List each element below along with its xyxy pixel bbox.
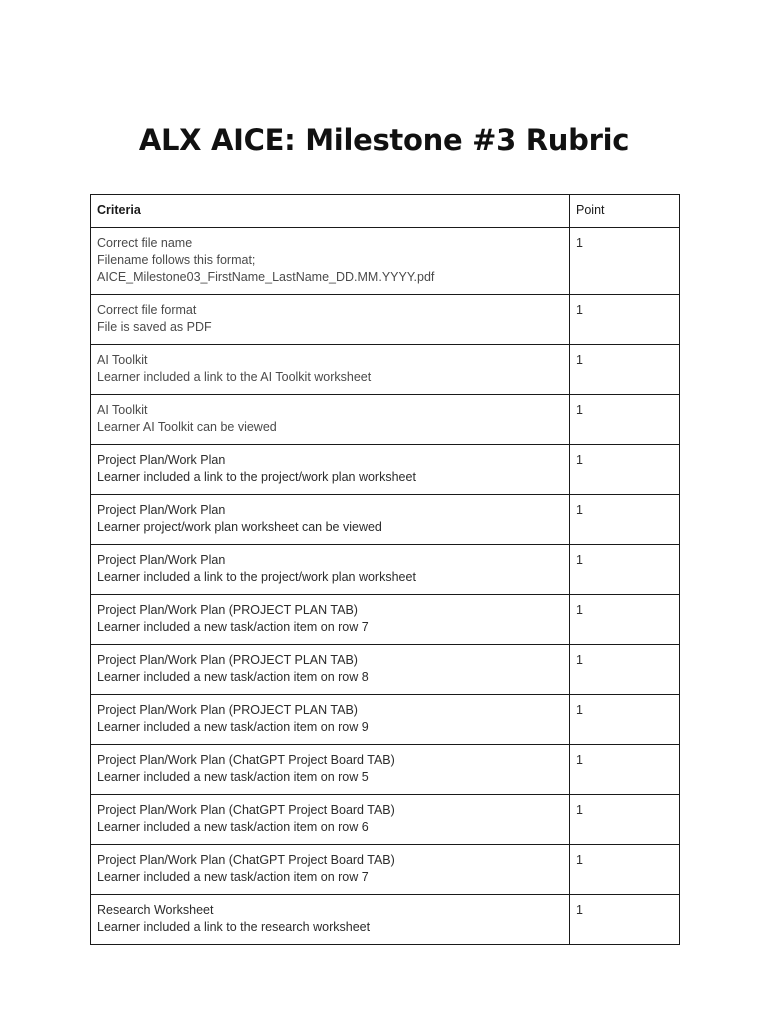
point-cell: 1 [570, 228, 680, 295]
criteria-cell [91, 745, 570, 795]
criteria-description: Learner project/work plan worksheet can be viewed [97, 520, 382, 534]
table-row [91, 228, 680, 295]
criteria-title: Research Worksheet [97, 903, 214, 917]
table-row [91, 595, 680, 645]
criteria-title: Project Plan/Work Plan (PROJECT PLAN TAB) [97, 653, 358, 667]
criteria-description: Learner AI Toolkit can be viewed [97, 420, 277, 434]
criteria-title: Correct file format [97, 303, 197, 317]
table-row [91, 345, 680, 395]
criteria-cell [91, 645, 570, 695]
criteria-description: Learner included a new task/action item on row 7 [97, 870, 369, 884]
criteria-title: Project Plan/Work Plan [97, 453, 226, 467]
criteria-description: Learner included a link to the project/work plan worksheet [97, 570, 416, 584]
point-column-header: Point [570, 195, 680, 228]
table-header-row [91, 195, 680, 228]
table-row [91, 645, 680, 695]
table-row [91, 295, 680, 345]
criteria-cell [91, 695, 570, 745]
table-row [91, 495, 680, 545]
point-cell: 1 [570, 895, 680, 945]
criteria-title: Project Plan/Work Plan [97, 503, 226, 517]
point-cell: 1 [570, 395, 680, 445]
criteria-description: Learner included a new task/action item on row 7 [97, 620, 369, 634]
point-cell: 1 [570, 845, 680, 895]
criteria-title: Project Plan/Work Plan (ChatGPT Project Board TAB) [97, 803, 395, 817]
table-row [91, 745, 680, 795]
point-cell: 1 [570, 745, 680, 795]
criteria-title: Project Plan/Work Plan (ChatGPT Project Board TAB) [97, 853, 395, 867]
table-row [91, 795, 680, 845]
point-cell: 1 [570, 345, 680, 395]
point-cell: 1 [570, 295, 680, 345]
criteria-cell [91, 795, 570, 845]
criteria-cell [91, 228, 570, 295]
point-cell: 1 [570, 495, 680, 545]
criteria-description: Filename follows this format; [97, 253, 256, 267]
criteria-cell [91, 345, 570, 395]
criteria-cell [91, 595, 570, 645]
criteria-title: Correct file name [97, 236, 193, 250]
criteria-cell [91, 545, 570, 595]
criteria-cell [91, 495, 570, 545]
point-cell: 1 [570, 645, 680, 695]
point-cell: 1 [570, 695, 680, 745]
rubric-table-body [91, 228, 680, 945]
criteria-title: AI Toolkit [97, 353, 148, 367]
criteria-description: Learner included a link to the AI Toolkit worksheet [97, 370, 372, 384]
table-row [91, 695, 680, 745]
criteria-description: Learner included a link to the project/work plan worksheet [97, 470, 416, 484]
point-cell: 1 [570, 595, 680, 645]
criteria-description: Learner included a new task/action item on row 9 [97, 720, 369, 734]
criteria-title: AI Toolkit [97, 403, 148, 417]
criteria-cell [91, 845, 570, 895]
criteria-title: Project Plan/Work Plan (PROJECT PLAN TAB) [97, 703, 358, 717]
table-row [91, 395, 680, 445]
point-cell: 1 [570, 795, 680, 845]
table-row [91, 895, 680, 945]
criteria-cell [91, 445, 570, 495]
criteria-title: Project Plan/Work Plan (ChatGPT Project Board TAB) [97, 753, 395, 767]
criteria-cell [91, 395, 570, 445]
criteria-description: Learner included a new task/action item on row 6 [97, 820, 369, 834]
criteria-description: Learner included a new task/action item on row 8 [97, 670, 369, 684]
criteria-title: Project Plan/Work Plan (PROJECT PLAN TAB) [97, 603, 358, 617]
criteria-cell [91, 895, 570, 945]
page-title: ALX AICE: Milestone #3 Rubric [138, 123, 630, 157]
criteria-cell [91, 295, 570, 345]
criteria-description: Learner included a link to the research worksheet [97, 920, 371, 934]
table-row [91, 445, 680, 495]
criteria-description: Learner included a new task/action item on row 5 [97, 770, 369, 784]
criteria-description: AICE_Milestone03_FirstName_LastName_DD.MM.YYYY.pdf [97, 270, 435, 284]
table-row [91, 545, 680, 595]
rubric-table [90, 194, 680, 945]
point-cell: 1 [570, 445, 680, 495]
table-row [91, 845, 680, 895]
criteria-column-header: Criteria [91, 195, 570, 228]
criteria-description: File is saved as PDF [97, 320, 212, 334]
point-cell: 1 [570, 545, 680, 595]
criteria-title: Project Plan/Work Plan [97, 553, 226, 567]
